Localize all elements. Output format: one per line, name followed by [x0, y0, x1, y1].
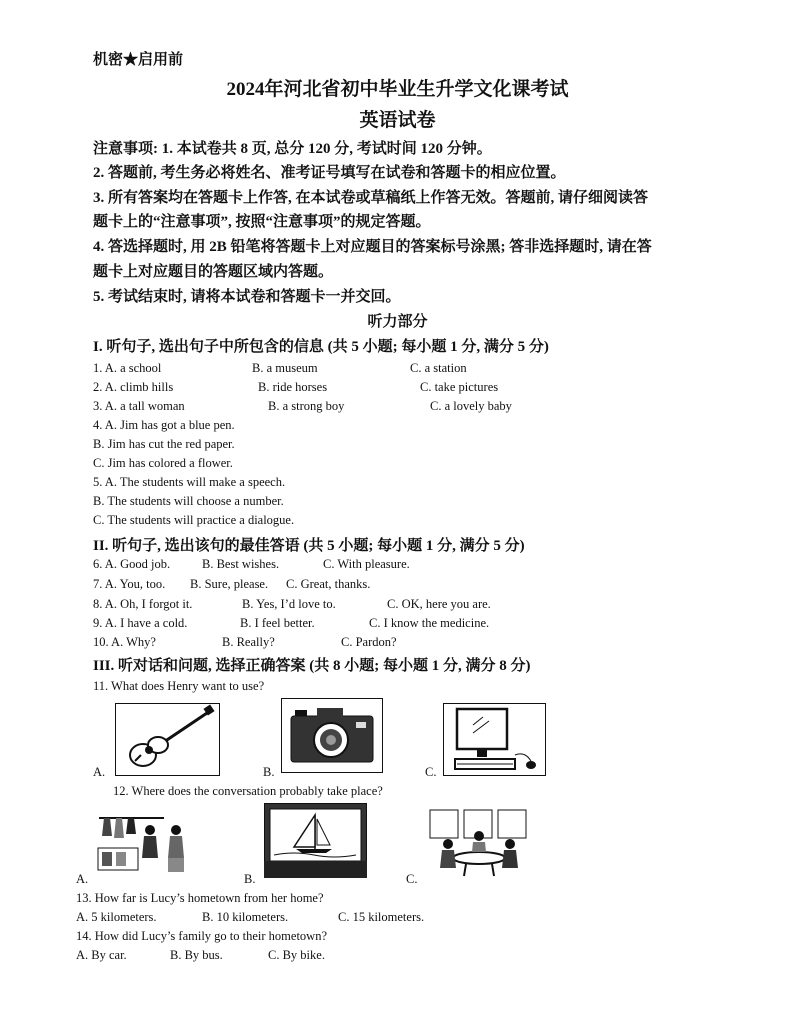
- guitar-image: [115, 703, 220, 776]
- option-text: 5. A. The students will make a speech.: [93, 475, 286, 489]
- part-title: 听力部分: [367, 314, 428, 330]
- question-stem: 12. Where does the conversation probably take place?: [113, 784, 383, 798]
- option-text: C. The students will practice a dialogue.: [93, 513, 295, 527]
- option-text: B. The students will choose a number.: [93, 494, 284, 508]
- option-label: A.: [76, 872, 89, 886]
- option-text: B. Best wishes.: [202, 557, 280, 571]
- option-text: 10. A. Why?: [93, 635, 156, 649]
- option-text: B. By bus.: [170, 948, 223, 962]
- question-stem: 13. How far is Lucy’s hometown from her home?: [76, 891, 324, 905]
- option-text: B. Really?: [222, 635, 275, 649]
- notice-line: 5. 考试结束时, 请将本试卷和答题卡一并交回。: [93, 289, 401, 305]
- notice-line: 2. 答题前, 考生务必将姓名、准考证号填写在试卷和答题卡的相应位置。: [93, 165, 566, 181]
- option-text: 7. A. You, too.: [93, 577, 166, 591]
- option-text: A. By car.: [76, 948, 127, 962]
- option-text: B. a museum: [252, 361, 318, 375]
- clothing-store-image: [94, 808, 200, 878]
- confidential-tag: 机密★启用前: [93, 52, 184, 68]
- notice-line: 4. 答选择题时, 用 2B 铅笔将答题卡上对应题目的答案标号涂黑; 答非选择题时, 请在答: [93, 239, 652, 255]
- option-text: C. a station: [410, 361, 467, 375]
- option-text: C. 15 kilometers.: [338, 910, 425, 924]
- option-text: 4. A. Jim has got a blue pen.: [93, 418, 235, 432]
- notice-line: 注意事项: 1. 本试卷共 8 页, 总分 120 分, 考试时间 120 分钟。: [93, 141, 492, 157]
- option-text: C. a lovely baby: [430, 399, 512, 413]
- exam-title: 2024年河北省初中毕业生升学文化课考试: [226, 79, 569, 100]
- exam-subtitle: 英语试卷: [359, 110, 436, 131]
- section-heading: I. 听句子, 选出句子中所包含的信息 (共 5 小题; 每小题 1 分, 满分 5 分): [93, 339, 549, 355]
- section-heading: III. 听对话和问题, 选择正确答案 (共 8 小题; 每小题 1 分, 满分 8 分): [93, 658, 531, 674]
- option-text: A. 5 kilometers.: [76, 910, 157, 924]
- option-label: C.: [425, 765, 437, 779]
- option-text: 9. A. I have a cold.: [93, 616, 188, 630]
- option-text: C. OK, here you are.: [387, 597, 491, 611]
- option-text: B. a strong boy: [268, 399, 345, 413]
- option-text: C. I know the medicine.: [369, 616, 490, 630]
- option-text: B. I feel better.: [240, 616, 315, 630]
- notice-line: 题卡上的“注意事项”, 按照“注意事项”的规定答题。: [93, 214, 431, 230]
- section-heading: II. 听句子, 选出该句的最佳答语 (共 5 小题; 每小题 1 分, 满分 5 分): [93, 538, 525, 554]
- sailboat-picture-image: [264, 803, 367, 878]
- option-text: 8. A. Oh, I forgot it.: [93, 597, 193, 611]
- restaurant-image: [426, 806, 532, 880]
- option-text: B. Yes, I’d love to.: [242, 597, 336, 611]
- option-text: C. Great, thanks.: [286, 577, 371, 591]
- question-stem: 14. How did Lucy’s family go to their hometown?: [76, 929, 328, 943]
- option-text: C. Pardon?: [341, 635, 397, 649]
- option-label: B.: [263, 765, 275, 779]
- option-text: C. With pleasure.: [323, 557, 410, 571]
- option-text: 3. A. a tall woman: [93, 399, 185, 413]
- option-label: C.: [406, 872, 418, 886]
- option-text: B. Sure, please.: [190, 577, 269, 591]
- camera-image: [281, 698, 383, 773]
- option-text: B. Jim has cut the red paper.: [93, 437, 235, 451]
- option-text: C. By bike.: [268, 948, 325, 962]
- notice-line: 题卡上对应题目的答题区域内答题。: [93, 264, 334, 280]
- option-text: 2. A. climb hills: [93, 380, 174, 394]
- option-label: A.: [93, 765, 106, 779]
- option-text: B. 10 kilometers.: [202, 910, 289, 924]
- option-text: C. take pictures: [420, 380, 499, 394]
- computer-image: [443, 703, 546, 776]
- question-stem: 11. What does Henry want to use?: [93, 679, 265, 693]
- option-text: 6. A. Good job.: [93, 557, 171, 571]
- option-label: B.: [244, 872, 256, 886]
- option-text: B. ride horses: [258, 380, 328, 394]
- option-text: C. Jim has colored a flower.: [93, 456, 233, 470]
- notice-line: 3. 所有答案均在答题卡上作答, 在本试卷或草稿纸上作答无效。答题前, 请仔细阅读答: [93, 190, 649, 206]
- option-text: 1. A. a school: [93, 361, 162, 375]
